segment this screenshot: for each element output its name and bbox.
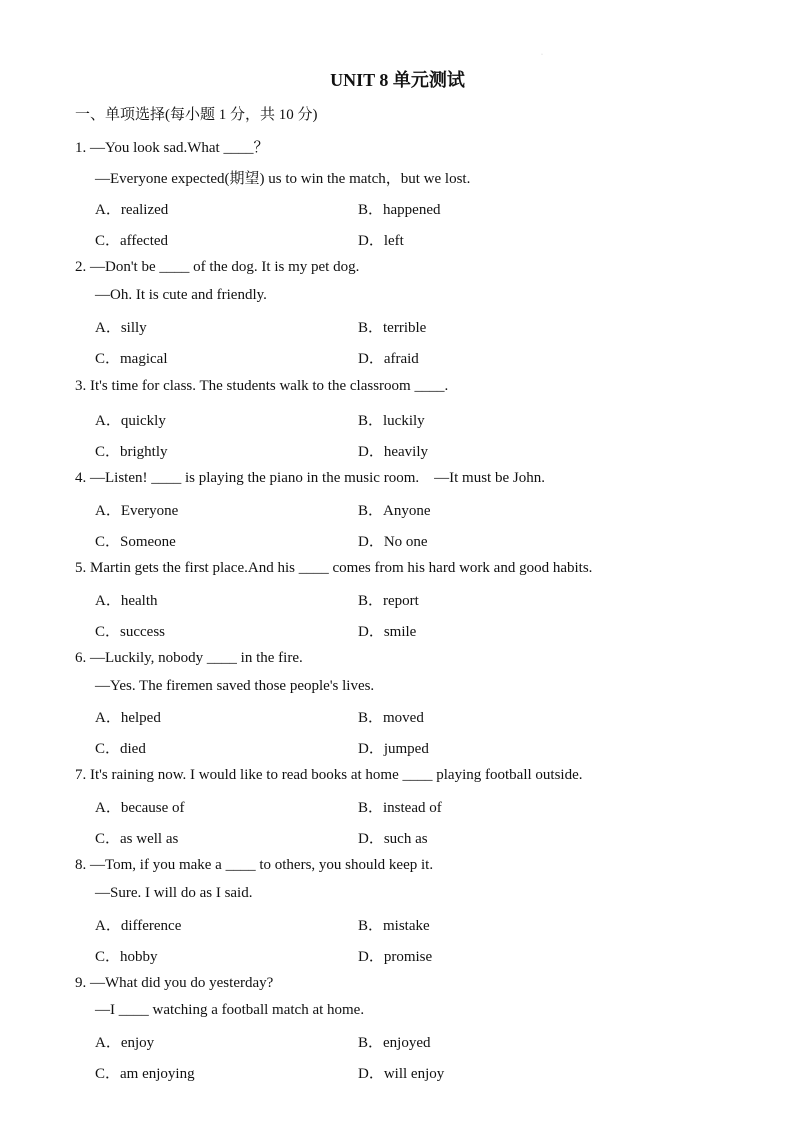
option-b: B．terrible [358, 320, 427, 336]
option-b: B．mistake [358, 918, 430, 934]
option-a: A．because of [95, 800, 185, 816]
option-d: D．heavily [358, 444, 428, 460]
option-a: A．enjoy [95, 1035, 155, 1051]
option-c: C．am enjoying [95, 1066, 195, 1082]
option-d: D．smile [358, 624, 417, 640]
option-a: A．helped [95, 710, 161, 726]
option-c: C．brightly [95, 444, 168, 460]
option-d: D．No one [358, 534, 428, 550]
option-c: C．hobby [95, 949, 158, 965]
option-d: D．promise [358, 949, 433, 965]
option-c: C．magical [95, 351, 168, 367]
question-stem: 7. It's raining now. I would like to read books at home ____ playing football outside. [75, 767, 583, 783]
option-a: A．difference [95, 918, 182, 934]
option-b: B．luckily [358, 413, 425, 429]
option-b: B．enjoyed [358, 1035, 431, 1051]
option-c: C．success [95, 624, 165, 640]
section-heading: 一、单项选择(每小题 1 分，共 10 分) [75, 107, 318, 123]
option-c: C．Someone [95, 534, 176, 550]
option-c: C．affected [95, 233, 169, 249]
question-dialogue-line: —Yes. The firemen saved those people's lives. [95, 678, 375, 694]
question-stem: 6. —Luckily, nobody ____ in the fire. [75, 650, 303, 666]
question-stem: 2. —Don't be ____ of the dog. It is my pet dog. [75, 259, 360, 275]
question-stem: 9. —What did you do yesterday? [75, 975, 274, 991]
option-a: A．Everyone [95, 503, 179, 519]
question-stem: 4. —Listen! ____ is playing the piano in the music room. —It must be John. [75, 470, 545, 486]
question-dialogue-line: —I ____ watching a football match at home. [95, 1002, 365, 1018]
option-a: A．health [95, 593, 158, 609]
corner-mark: · [541, 52, 543, 58]
option-d: D．such as [358, 831, 428, 847]
option-a: A．quickly [95, 413, 166, 429]
option-a: A．silly [95, 320, 147, 336]
option-d: D．jumped [358, 741, 429, 757]
option-d: D．afraid [358, 351, 419, 367]
option-b: B．Anyone [358, 503, 431, 519]
option-b: B．moved [358, 710, 424, 726]
page-title: UNIT 8 单元测试 [330, 70, 465, 90]
question-dialogue-line: —Oh. It is cute and friendly. [95, 287, 267, 303]
question-dialogue-line: —Everyone expected(期望) us to win the match，but we lost. [95, 171, 471, 187]
option-d: D．left [358, 233, 404, 249]
option-a: A．realized [95, 202, 169, 218]
option-c: C．as well as [95, 831, 179, 847]
question-stem: 8. —Tom, if you make a ____ to others, you should keep it. [75, 857, 434, 873]
question-stem: 5. Martin gets the first place.And his ____ comes from his hard work and good habits. [75, 560, 593, 576]
question-stem: 3. It's time for class. The students walk to the classroom ____. [75, 378, 449, 394]
question-stem: 1. —You look sad.What ____？ [75, 140, 269, 156]
option-b: B．report [358, 593, 419, 609]
question-dialogue-line: —Sure. I will do as I said. [95, 885, 253, 901]
option-b: B．happened [358, 202, 441, 218]
option-d: D．will enjoy [358, 1066, 445, 1082]
option-c: C．died [95, 741, 146, 757]
option-b: B．instead of [358, 800, 442, 816]
